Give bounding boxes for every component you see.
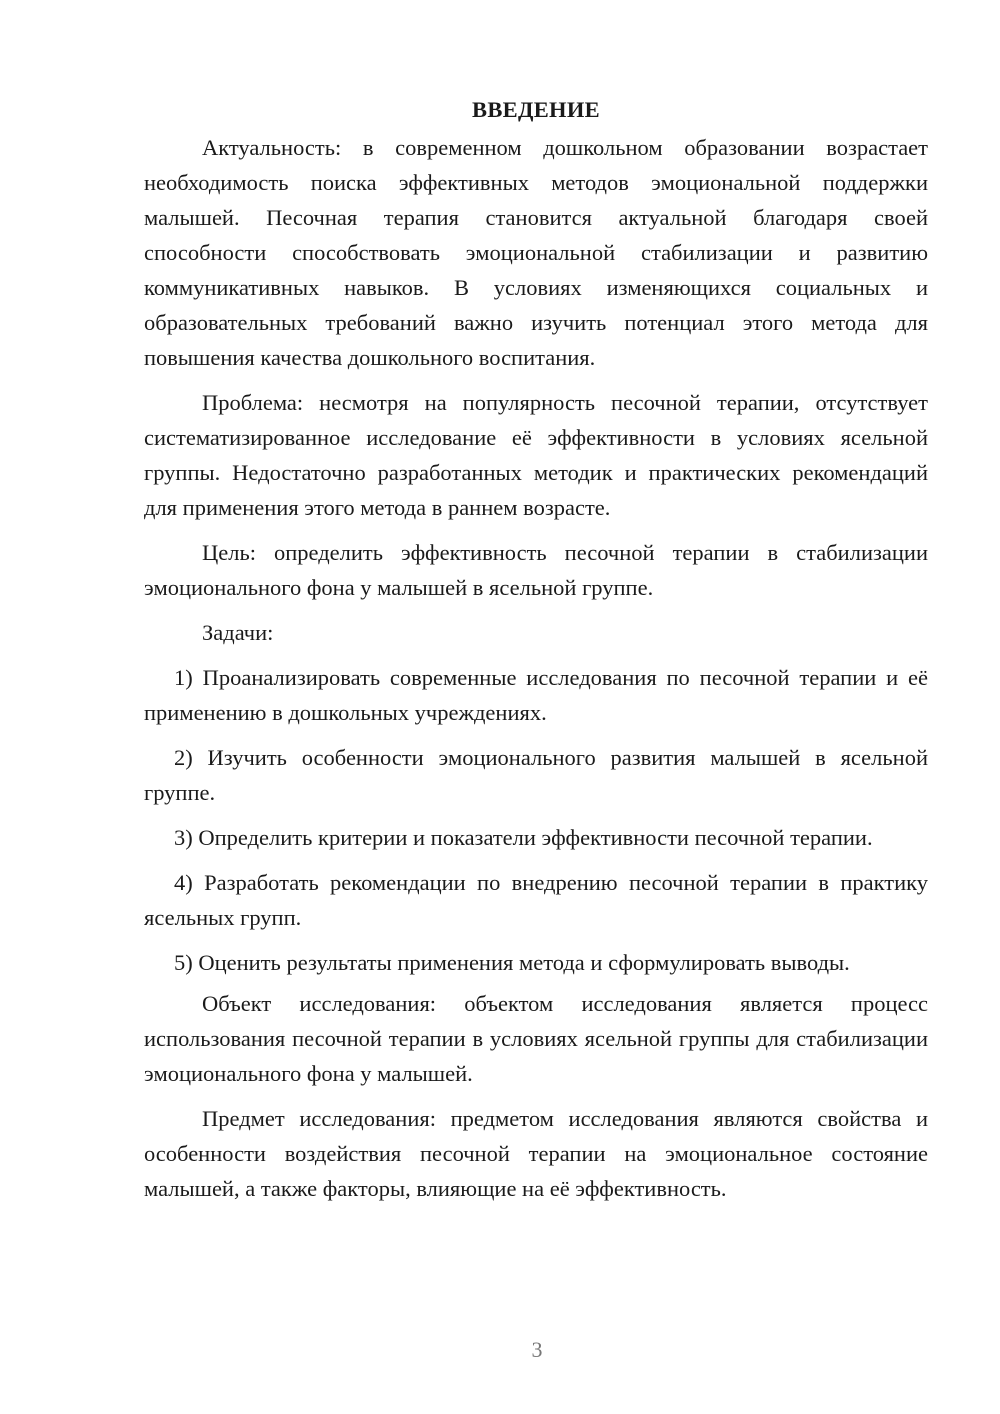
- task-item-1: 1) Проанализировать современные исследования по песочной терапии и её применению в дошкольных учреждениях.: [144, 665, 928, 725]
- task-item-2: 2) Изучить особенности эмоционального развития малышей в ясельной группе.: [144, 745, 928, 805]
- tasks-list: [144, 660, 928, 980]
- goal-paragraph: Цель: определить эффективность песочной терапии в стабилизации эмоционального фона у малышей в ясельной группе.: [144, 540, 928, 600]
- problem-paragraph: Проблема: несмотря на популярность песочной терапии, отсутствует систематизированное исследование её эффективности в условиях ясельной группы. Недостаточно разработанных методик и практических рекомендаций для применения этого метода в раннем возрасте.: [144, 390, 928, 520]
- research-object-paragraph: Объект исследования: объектом исследования является процесс использования песочной терапии в условиях ясельной группы для стабилизации эмоционального фона у малышей.: [144, 991, 928, 1086]
- relevance-paragraph: Актуальность: в современном дошкольном образовании возрастает необходимость поиска эффективных методов эмоциональной поддержки малышей. Песочная терапия становится актуальной благодаря своей способности способствовать эмоциональной стабилизации и развитию коммуникативных навыков. В условиях изменяющихся социальных и образовательных требований важно изучить потенциал этого метода для повышения качества дошкольного воспитания.: [144, 135, 928, 370]
- task-item-5: 5) Оценить результаты применения метода и сформулировать выводы.: [174, 950, 850, 975]
- page-content: [144, 92, 928, 1216]
- task-item-3: 3) Определить критерии и показатели эффективности песочной терапии.: [174, 825, 873, 850]
- section-title: ВВЕДЕНИЕ: [472, 97, 600, 122]
- task-item-4: 4) Разработать рекомендации по внедрению песочной терапии в практику ясельных групп.: [144, 870, 928, 930]
- tasks-heading: Задачи:: [202, 620, 274, 645]
- research-subject-paragraph: Предмет исследования: предметом исследования являются свойства и особенности воздействия песочной терапии на эмоциональное состояние малышей, а также факторы, влияющие на её эффективность.: [144, 1106, 928, 1201]
- page-number: 3: [531, 1337, 543, 1362]
